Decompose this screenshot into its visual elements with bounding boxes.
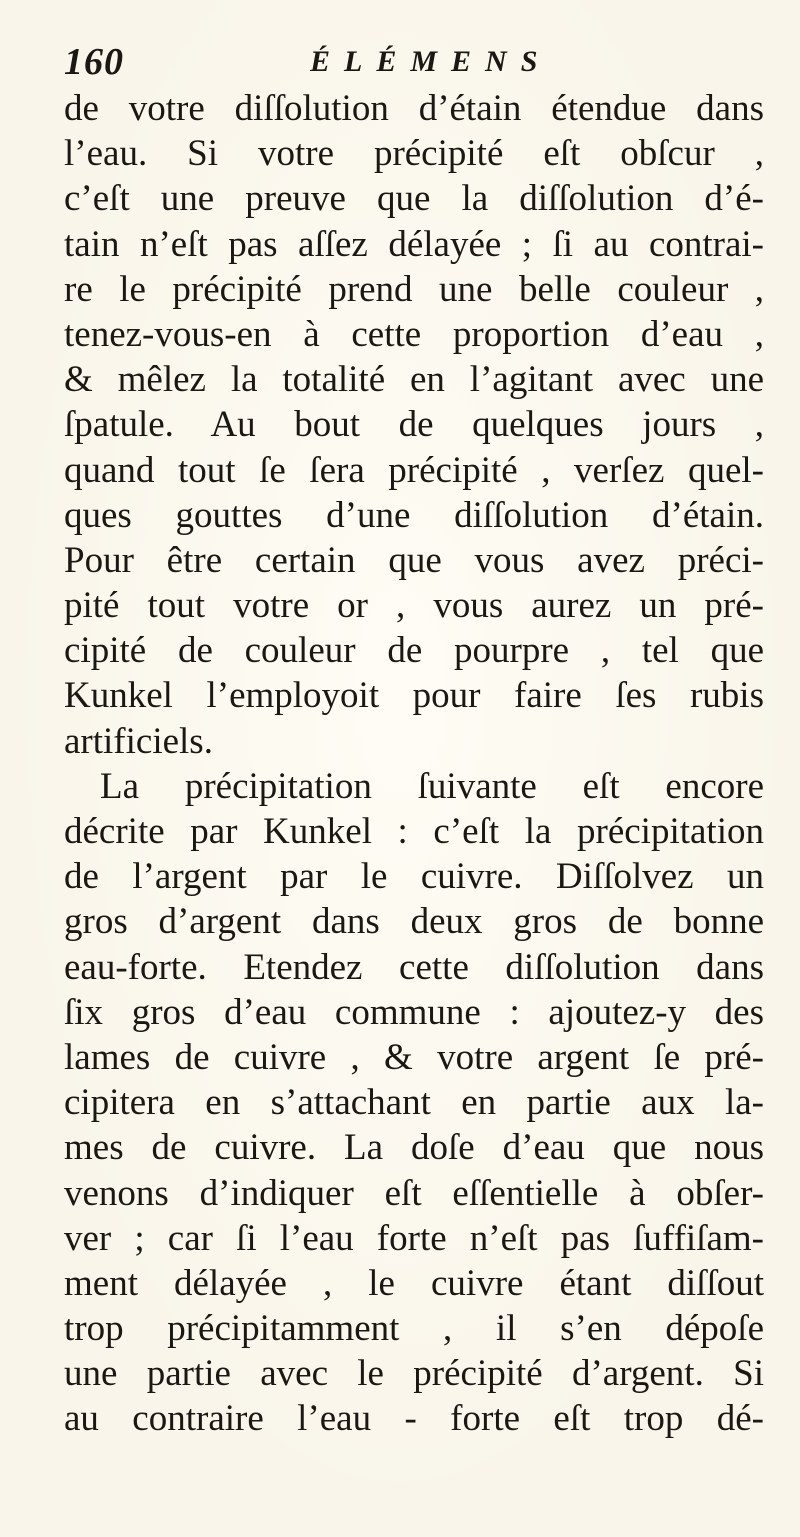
text-line: lames de cuivre , & votre argent ſe pré- xyxy=(64,1036,764,1078)
text-line: l’eau. Si votre précipité eſt obſcur , xyxy=(64,133,764,175)
text-line: artificiels. xyxy=(64,720,213,762)
text-line: de l’argent par le cuivre. Diſſolvez un xyxy=(64,856,764,898)
text-line: eau-forte. Etendez cette diſſolution dans xyxy=(64,946,764,988)
text-line: La précipitation ſuivante eſt encore xyxy=(100,765,764,807)
text-line: ment délayée , le cuivre étant diſſout xyxy=(64,1262,764,1304)
text-line: cipité de couleur de pourpre , tel que xyxy=(64,630,764,672)
text-line: tenez-vous-en à cette proportion d’eau , xyxy=(64,313,764,355)
text-line: c’eſt une preuve que la diſſolution d’é- xyxy=(64,178,764,220)
page-number: 160 xyxy=(64,41,124,83)
text-line: re le précipité prend une belle couleur , xyxy=(64,268,764,310)
text-line: trop précipitamment , il s’en dépoſe xyxy=(64,1308,764,1350)
text-line: au contraire l’eau - forte eſt trop dé- xyxy=(64,1398,764,1440)
text-line: gros d’argent dans deux gros de bonne xyxy=(64,901,764,943)
text-line: mes de cuivre. La doſe d’eau que nous xyxy=(64,1127,764,1169)
text-line: de votre diſſolution d’étain étendue dans xyxy=(64,88,764,129)
text-line: & mêlez la totalité en l’agitant avec une xyxy=(64,359,764,401)
text-line: décrite par Kunkel : c’eſt la précipitation xyxy=(64,811,764,852)
text-line: venons d’indiquer eſt eſſentielle à obſer- xyxy=(64,1172,764,1214)
text-line: ques gouttes d’une diſſolution d’étain. xyxy=(64,494,764,536)
page-header xyxy=(64,38,624,86)
body-text xyxy=(64,86,764,1442)
running-title: ÉLÉMENS xyxy=(310,45,552,78)
text-line: une partie avec le précipité d’argent. Si xyxy=(64,1353,764,1395)
text-line: Pour être certain que vous avez préci- xyxy=(64,539,764,581)
text-line: ſix gros d’eau commune : ajoutez-y des xyxy=(64,991,764,1033)
text-line: Kunkel l’employoit pour faire ſes rubis xyxy=(64,675,764,717)
text-line: quand tout ſe ſera précipité , verſez quel- xyxy=(64,449,764,491)
text-line: ver ; car ſi l’eau forte n’eſt pas ſuffiſam- xyxy=(64,1217,764,1259)
text-line: cipitera en s’attachant en partie aux la- xyxy=(64,1082,764,1124)
text-line: ſpatule. Au bout de quelques jours , xyxy=(64,404,764,446)
text-line: tain n’eſt pas aſſez délayée ; ſi au contrai- xyxy=(64,223,764,265)
text-line: pité tout votre or , vous aurez un pré- xyxy=(64,585,764,627)
